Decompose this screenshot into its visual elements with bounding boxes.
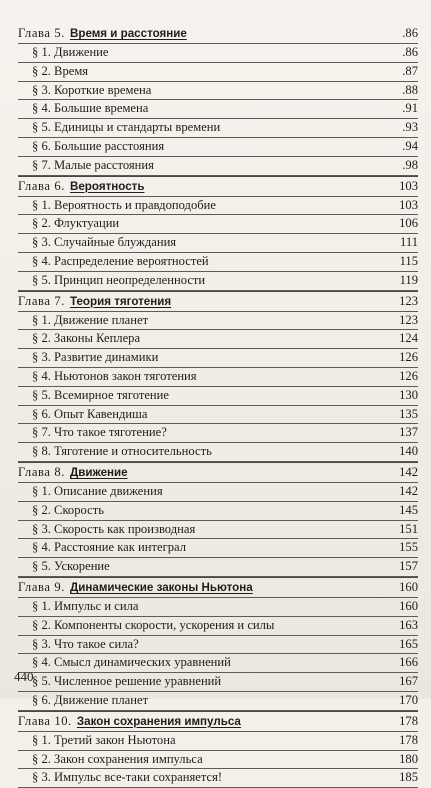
chapter-number: Глава 7. xyxy=(18,293,65,308)
section-page-number: 140 xyxy=(399,444,418,459)
section-title: § 7. Малые расстояния xyxy=(32,157,154,172)
toc-section-entry[interactable] xyxy=(18,406,418,425)
section-title: § 5. Всемирное тяготение xyxy=(32,387,169,402)
chapter-title: Динамические законы Ньютона xyxy=(69,580,253,594)
section-page-number: 124 xyxy=(399,331,418,346)
chapter-title: Движение xyxy=(69,465,128,479)
toc-chapter-heading[interactable] xyxy=(18,712,418,732)
section-title: § 4. Расстояние как интеграл xyxy=(32,540,187,555)
toc-section-entry[interactable] xyxy=(18,312,418,331)
section-title: § 2. Время xyxy=(32,63,89,78)
section-page-number: 157 xyxy=(399,559,418,574)
section-title: § 2. Закон сохранения импульса xyxy=(32,751,203,766)
section-title: § 2. Законы Кеплера xyxy=(32,331,141,346)
chapter-heading-label xyxy=(18,177,144,196)
section-page-number: .98 xyxy=(402,157,418,172)
section-title: § 1. Описание движения xyxy=(32,483,163,498)
section-page-number: 165 xyxy=(399,636,418,651)
section-title: § 5. Принцип неопределенности xyxy=(32,272,206,287)
section-title: § 4. Смысл динамических уравнений xyxy=(32,655,231,670)
section-title: § 6. Опыт Кавендиша xyxy=(32,406,148,421)
toc-chapter xyxy=(18,577,418,711)
section-page-number: 111 xyxy=(400,235,418,250)
toc-chapter xyxy=(18,291,418,462)
toc-section-entry[interactable] xyxy=(18,598,418,617)
section-page-number: 142 xyxy=(399,483,418,498)
toc-section-entry[interactable] xyxy=(18,119,418,138)
toc-chapter xyxy=(18,176,418,291)
section-page-number: 145 xyxy=(399,502,418,517)
toc-section-entry[interactable] xyxy=(18,63,418,82)
toc-section-entry[interactable] xyxy=(18,157,418,176)
section-page-number: 167 xyxy=(399,674,418,689)
section-page-number: 170 xyxy=(399,692,418,707)
section-page-number: .88 xyxy=(402,82,418,97)
section-title: § 1. Движение планет xyxy=(32,312,149,327)
chapter-title: Закон сохранения импульса xyxy=(76,714,241,728)
section-page-number: 103 xyxy=(399,197,418,212)
section-page-number: 130 xyxy=(399,387,418,402)
section-page-number: 126 xyxy=(399,350,418,365)
toc-section-entry[interactable] xyxy=(18,443,418,462)
section-title: § 3. Короткие времена xyxy=(32,82,152,97)
chapter-heading-label xyxy=(18,24,187,43)
toc-section-entry[interactable] xyxy=(18,197,418,216)
chapter-heading-label xyxy=(18,712,241,731)
toc-section-entry[interactable] xyxy=(18,82,418,101)
section-page-number: 166 xyxy=(399,655,418,670)
section-page-number: 155 xyxy=(399,540,418,555)
section-title: § 2. Скорость xyxy=(32,502,104,517)
section-title: § 5. Ускорение xyxy=(32,559,110,574)
chapter-number: Глава 10. xyxy=(18,713,72,728)
section-page-number: .87 xyxy=(402,63,418,78)
toc-section-entry[interactable] xyxy=(18,521,418,540)
section-page-number: 180 xyxy=(399,751,418,766)
chapter-heading-label xyxy=(18,463,128,482)
chapter-number: Глава 9. xyxy=(18,579,65,594)
section-title: § 3. Что такое сила? xyxy=(32,636,139,651)
toc-section-entry[interactable] xyxy=(18,253,418,272)
section-title: § 5. Единицы и стандарты времени xyxy=(32,120,221,135)
page-number: 440 xyxy=(14,669,34,684)
section-page-number: .86 xyxy=(402,45,418,59)
toc-section-entry[interactable] xyxy=(18,215,418,234)
table-of-contents xyxy=(18,24,418,788)
toc-chapter-heading[interactable] xyxy=(18,24,418,44)
section-title: § 3. Импульс все-таки сохраняется! xyxy=(32,770,223,785)
section-page-number: 123 xyxy=(399,312,418,327)
chapter-title: Теория тяготения xyxy=(69,294,172,308)
toc-section-entry[interactable] xyxy=(18,368,418,387)
toc-section-entry[interactable] xyxy=(18,654,418,673)
toc-section-entry[interactable] xyxy=(18,558,418,577)
toc-section-entry[interactable] xyxy=(18,272,418,291)
chapter-page-number: 123 xyxy=(399,293,418,308)
section-title: § 4. Ньютонов закон тяготения xyxy=(32,368,197,383)
toc-section-entry[interactable] xyxy=(18,692,418,711)
section-title: § 1. Движение xyxy=(32,45,109,59)
section-title: § 8. Тяготение и относительность xyxy=(32,444,212,459)
section-page-number: 126 xyxy=(399,368,418,383)
toc-section-entry[interactable] xyxy=(18,673,418,692)
section-title: § 2. Компоненты скорости, ускорения и силы xyxy=(32,617,275,632)
section-page-number: 137 xyxy=(399,425,418,440)
section-title: § 6. Большие расстояния xyxy=(32,138,165,153)
toc-chapter xyxy=(18,462,418,577)
section-title: § 4. Большие времена xyxy=(32,101,149,116)
chapter-page-number: 103 xyxy=(399,178,418,193)
section-page-number: 106 xyxy=(399,216,418,231)
toc-section-entry[interactable] xyxy=(18,732,418,751)
chapter-number: Глава 5. xyxy=(18,26,65,40)
section-page-number: 185 xyxy=(399,770,418,785)
section-page-number: 135 xyxy=(399,406,418,421)
chapter-heading-label xyxy=(18,292,171,311)
toc-section-entry[interactable] xyxy=(18,100,418,119)
section-page-number: .94 xyxy=(402,138,418,153)
section-title: § 1. Вероятность и правдоподобие xyxy=(32,197,216,212)
section-page-number: 160 xyxy=(399,598,418,613)
section-page-number: .93 xyxy=(402,120,418,135)
toc-section-entry[interactable] xyxy=(18,769,418,788)
section-title: § 4. Распределение вероятностей xyxy=(32,253,209,268)
section-title: § 7. Что такое тяготение? xyxy=(32,425,167,440)
chapter-page-number: 178 xyxy=(399,713,418,728)
chapter-title: Время и расстояние xyxy=(69,27,187,40)
chapter-page-number: 160 xyxy=(399,579,418,594)
section-title: § 1. Третий закон Ньютона xyxy=(32,732,176,747)
section-page-number: 119 xyxy=(399,272,418,287)
toc-chapter xyxy=(18,711,418,788)
section-page-number: 115 xyxy=(399,253,418,268)
section-page-number: 151 xyxy=(399,521,418,536)
toc-section-entry[interactable] xyxy=(18,636,418,655)
section-page-number: .91 xyxy=(402,101,418,116)
toc-section-entry[interactable] xyxy=(18,349,418,368)
section-title: § 6. Движение планет xyxy=(32,692,149,707)
section-title: § 3. Развитие динамики xyxy=(32,350,159,365)
toc-section-entry[interactable] xyxy=(18,44,418,63)
section-title: § 3. Случайные блуждания xyxy=(32,235,177,250)
section-title: § 1. Импульс и сила xyxy=(32,598,139,613)
section-page-number: 163 xyxy=(399,617,418,632)
section-title: § 2. Флуктуации xyxy=(32,216,120,231)
toc-section-entry[interactable] xyxy=(18,483,418,502)
chapter-heading-label xyxy=(18,578,253,597)
toc-section-entry[interactable] xyxy=(18,387,418,406)
section-title: § 3. Скорость как производная xyxy=(32,521,196,536)
toc-section-entry[interactable] xyxy=(18,502,418,521)
chapter-number: Глава 8. xyxy=(18,464,65,479)
toc-section-entry[interactable] xyxy=(18,617,418,636)
section-page-number: 178 xyxy=(399,732,418,747)
section-title: § 5. Численное решение уравнений xyxy=(32,674,222,689)
toc-section-entry[interactable] xyxy=(18,330,418,349)
chapter-title: Вероятность xyxy=(69,179,145,193)
chapter-page-number: 142 xyxy=(399,464,418,479)
toc-chapter xyxy=(18,24,418,176)
toc-section-entry[interactable] xyxy=(18,539,418,558)
toc-section-entry[interactable] xyxy=(18,138,418,157)
toc-section-entry[interactable] xyxy=(18,234,418,253)
chapter-page-number: .86 xyxy=(402,26,418,40)
toc-chapter-heading[interactable] xyxy=(18,292,418,312)
toc-section-entry[interactable] xyxy=(18,751,418,770)
toc-section-entry[interactable] xyxy=(18,424,418,443)
toc-chapter-heading[interactable] xyxy=(18,578,418,598)
toc-chapter-heading[interactable] xyxy=(18,177,418,197)
toc-chapter-heading[interactable] xyxy=(18,463,418,483)
chapter-number: Глава 6. xyxy=(18,178,65,193)
